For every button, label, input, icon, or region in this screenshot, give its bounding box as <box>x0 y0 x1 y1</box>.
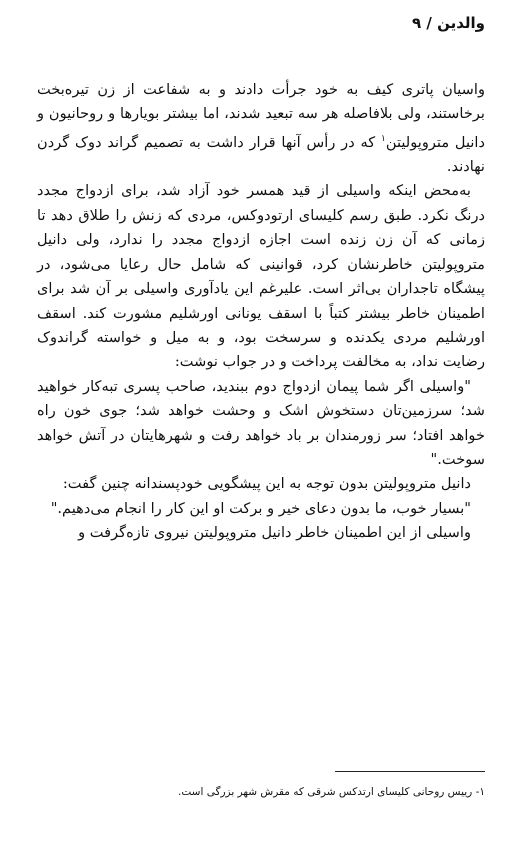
footnote-divider <box>335 771 485 772</box>
paragraph-3-quote: "واسیلی اگر شما پیمان ازدواج دوم ببندید، صاحب پسری تبه‌کار خواهید شد؛ سرزمین‌تان دستخوش اشک و وحشت خواهد شد؛ جوی خون راه خواهد افتاد؛ سر زورمندان بر باد خواهد رفت و شهرهایتان در آتش خواهد سوخت." <box>37 377 485 468</box>
paragraph-5-quote: "بسیار خوب، ما بدون دعای خیر و برکت او این کار را انجام می‌دهیم." <box>50 499 471 517</box>
paragraph-6: واسیلی از این اطمینان خاطر دانیل متروپولیتن نیروی تازه‌گرفت و <box>78 524 471 542</box>
body-text <box>37 78 485 546</box>
paragraph-1-text: واسیان پاتری کیف به خود جرأت دادند و به شفاعت از زن تیره‌بخت برخاستند، ولی بلافاصله هر سه تبعید شدند، اما بیشتر بویارها و روحانیون و دانیل متروپولیتن <box>37 81 485 151</box>
footnote-marker: ۱ <box>381 133 386 144</box>
paragraph-1-continuation: که در رأس آنها قرار داشت به تصمیم گراند دوک گردن نهادند. <box>37 133 485 176</box>
paragraph-1 <box>37 78 485 179</box>
paragraph-4: دانیل متروپولیتن بدون توجه به این پیشگویی خودپسندانه چنین گفت: <box>62 475 471 493</box>
footnote: ۱- رییس روحانی کلیسای ارتدکس شرقی که مقرش شهر بزرگی است. <box>178 786 485 798</box>
running-head: والدین / ۹ <box>412 14 485 32</box>
paragraph-2: به‌محض اینکه واسیلی از قید همسر خود آزاد شد، برای ازدواج مجدد درنگ نکرد. طبق رسم کلیسای ارتودوکس، مردی که زنش را طلاق دهد تا زمانی که آن زن زنده است اجازه ازدواج مجدد را ندارد، ولی دانیل متروپولیتن خاطرنشان کرد، قوانینی که شامل حال رعایا می‌شود، در پیشگاه تاجداران بی‌اثر است. علیرغم این یادآوری واسیلی بر آن شد برای اطمینان خاطر بیشتر کتباً با اسقف یونانی اورشلیم مشورت کند. اسقف اورشلیم مردی یکدنده و سرسخت بود، و به میل و خواسته گراندوک رضایت نداد، به مخالفت پرداخت و در جواب نوشت: <box>37 182 485 371</box>
